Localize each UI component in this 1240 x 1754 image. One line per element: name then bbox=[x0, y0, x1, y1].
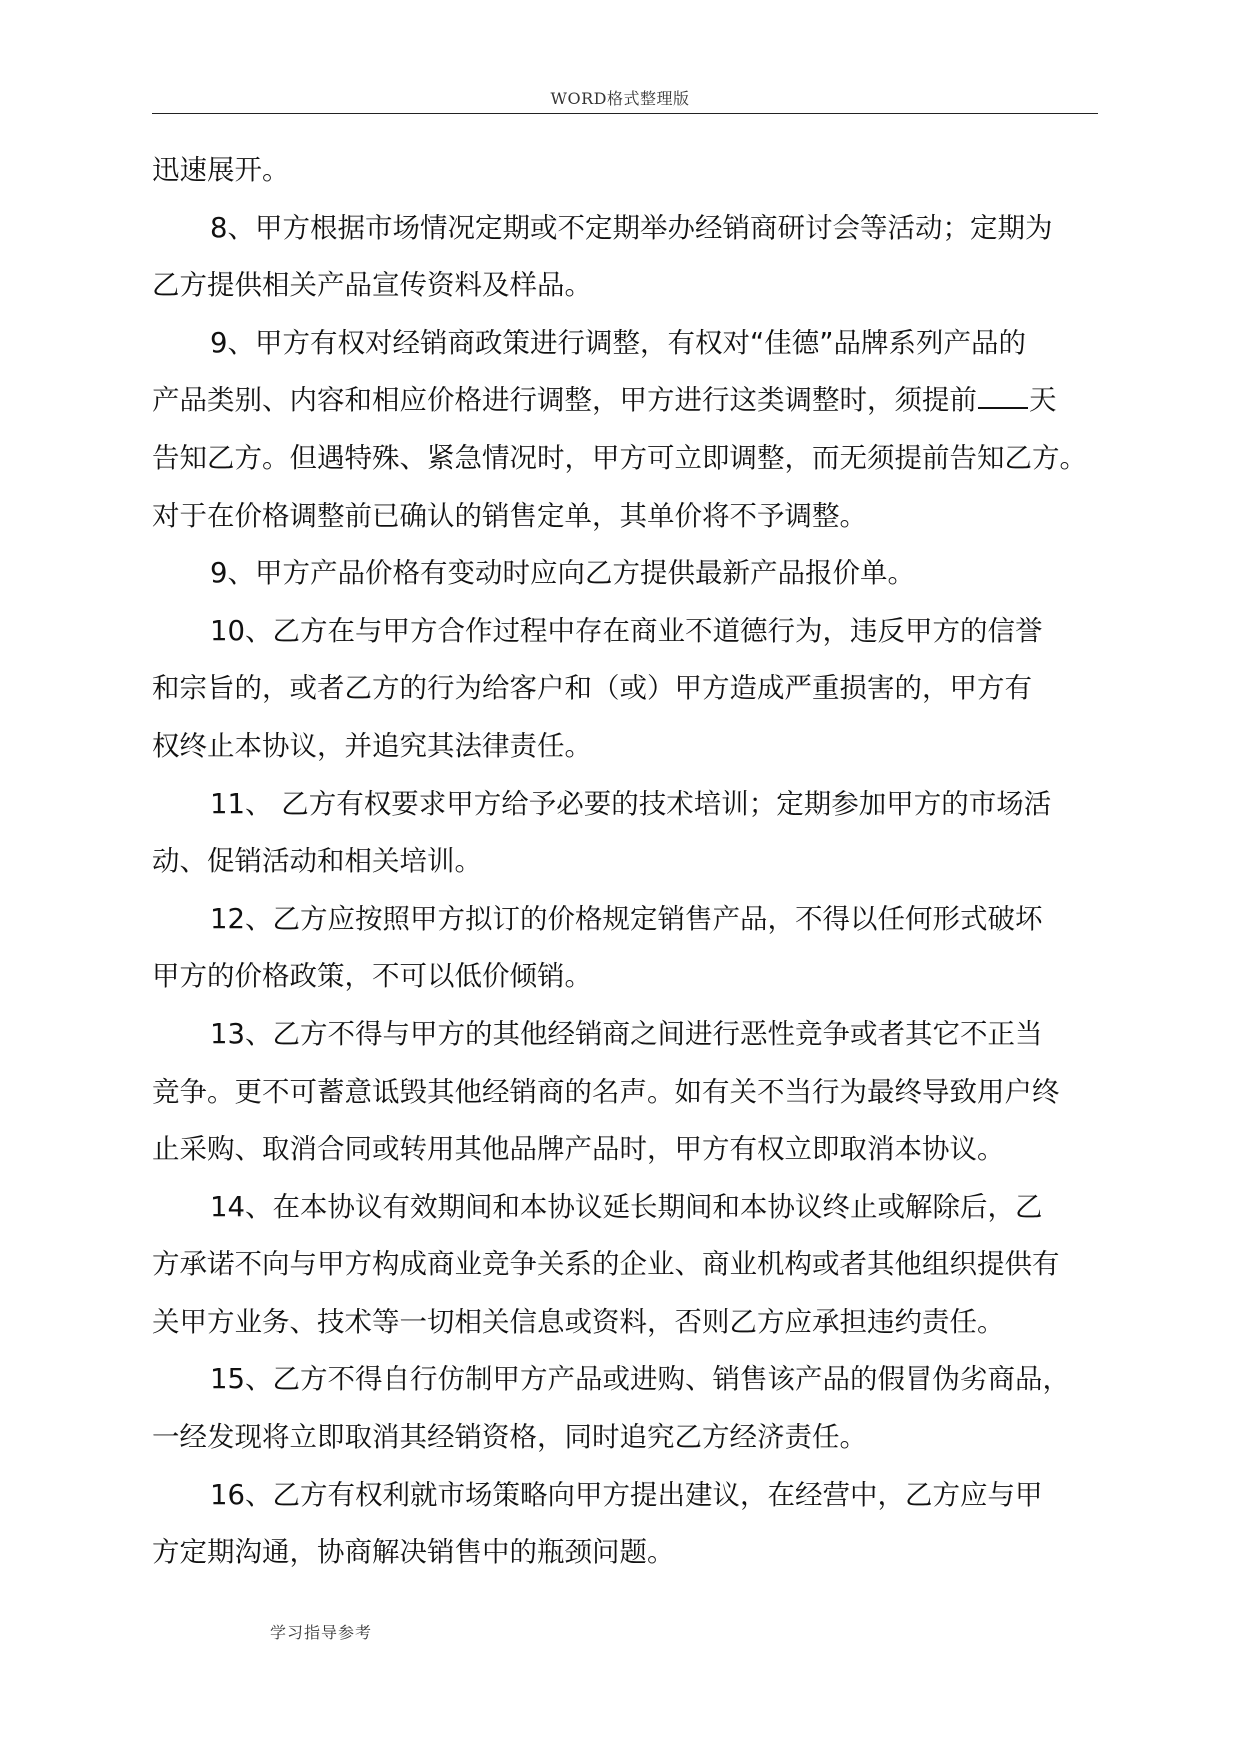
paragraph-line: 甲方的价格政策，不可以低价倾销。 bbox=[152, 960, 592, 993]
paragraph-line: 14、在本协议有效期间和本协议延长期间和本协议终止或解除后，乙 bbox=[210, 1190, 1043, 1223]
paragraph-line: 和宗旨的，或者乙方的行为给客户和（或）甲方造成严重损害的，甲方有 bbox=[152, 672, 1032, 705]
paragraph-line: 关甲方业务、技术等一切相关信息或资料，否则乙方应承担违约责任。 bbox=[152, 1305, 1005, 1338]
paragraph-line: 止采购、取消合同或转用其他品牌产品时，甲方有权立即取消本协议。 bbox=[152, 1133, 1005, 1166]
fill-in-blank bbox=[978, 387, 1028, 409]
paragraph-line-text: 天 bbox=[1029, 384, 1057, 417]
paragraph-line bbox=[152, 372, 1112, 430]
paragraph-line: 13、乙方不得与甲方的其他经销商之间进行恶性竞争或者其它不正当 bbox=[210, 1017, 1043, 1050]
page-header: WORD格式整理版 bbox=[550, 89, 690, 108]
document-body bbox=[152, 142, 1112, 1582]
paragraph-line: 12、乙方应按照甲方拟订的价格规定销售产品，不得以任何形式破坏 bbox=[210, 902, 1043, 935]
paragraph-line: 15、乙方不得自行仿制甲方产品或进购、销售该产品的假冒伪劣商品， bbox=[210, 1363, 1070, 1396]
paragraph-line: 11、 乙方有权要求甲方给予必要的技术培训；定期参加甲方的市场活 bbox=[210, 787, 1052, 820]
paragraph-line: 告知乙方。但遇特殊、紧急情况时，甲方可立即调整，而无须提前告知乙方。 bbox=[152, 441, 1087, 474]
paragraph-line: 9、甲方产品价格有变动时应向乙方提供最新产品报价单。 bbox=[210, 557, 915, 590]
paragraph-line: 竞争。更不可蓄意诋毁其他经销商的名声。如有关不当行为最终导致用户终 bbox=[152, 1075, 1060, 1108]
page-footer: 学习指导参考 bbox=[270, 1623, 373, 1642]
paragraph-line: 动、促销活动和相关培训。 bbox=[152, 845, 482, 878]
paragraph-line: 9、甲方有权对经销商政策进行调整，有权对“佳德”品牌系列产品的 bbox=[210, 326, 1026, 359]
paragraph-line: 一经发现将立即取消其经销资格，同时追究乙方经济责任。 bbox=[152, 1421, 867, 1454]
paragraph-line-text: 产品类别、内容和相应价格进行调整，甲方进行这类调整时，须提前 bbox=[152, 384, 977, 417]
header-divider bbox=[152, 113, 1098, 114]
paragraph-line: 方定期沟通，协商解决销售中的瓶颈问题。 bbox=[152, 1536, 675, 1569]
paragraph-line: 乙方提供相关产品宣传资料及样品。 bbox=[152, 269, 592, 302]
paragraph-line: 16、乙方有权利就市场策略向甲方提出建议，在经营中，乙方应与甲 bbox=[210, 1478, 1043, 1511]
paragraph-line: 方承诺不向与甲方构成商业竞争关系的企业、商业机构或者其他组织提供有 bbox=[152, 1248, 1060, 1281]
paragraph-line: 对于在价格调整前已确认的销售定单，其单价将不予调整。 bbox=[152, 499, 867, 532]
paragraph-line: 10、乙方在与甲方合作过程中存在商业不道德行为，违反甲方的信誉 bbox=[210, 614, 1043, 647]
paragraph-line: 权终止本协议，并追究其法律责任。 bbox=[152, 729, 592, 762]
paragraph-line: 迅速展开。 bbox=[152, 154, 290, 186]
paragraph-line: 8、甲方根据市场情况定期或不定期举办经销商研讨会等活动；定期为 bbox=[210, 211, 1053, 244]
